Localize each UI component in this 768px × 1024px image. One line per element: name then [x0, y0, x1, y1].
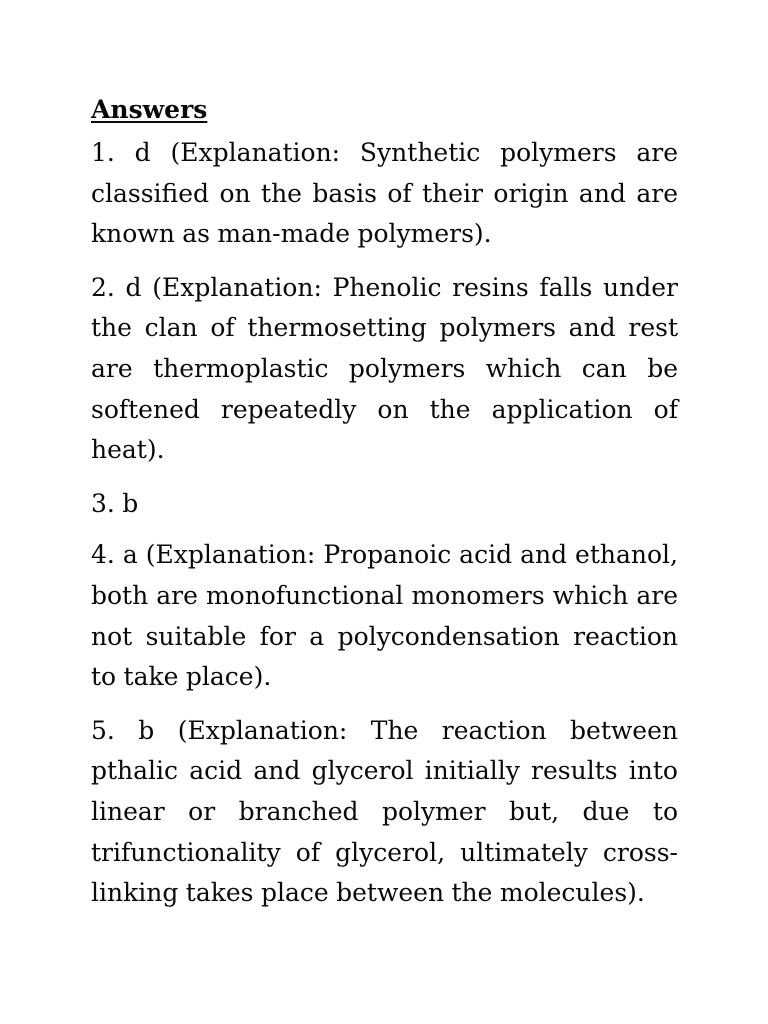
- answer-3: 3. b: [91, 488, 139, 518]
- answer-5: 5. b (Explanation: The reaction between pthalic acid and glycerol initially results into linear or branched polymer but, due to trifunctionality of glycerol, ultimately cross-linking takes place between the molecules).: [91, 715, 678, 908]
- answer-1: 1. d (Explanation: Synthetic polymers are classified on the basis of their origin and are known as man-made polymers).: [91, 138, 678, 249]
- answer-2: 2. d (Explanation: Phenolic resins falls under the clan of thermosetting polymers and rest are thermoplastic polymers which can be softened repeatedly on the application of heat).: [91, 272, 678, 465]
- answers-heading: Answers: [91, 95, 208, 124]
- answer-4: 4. a (Explanation: Propanoic acid and ethanol, both are monofunctional monomers which are not suitable for a polycondensation reaction to take place).: [91, 540, 678, 692]
